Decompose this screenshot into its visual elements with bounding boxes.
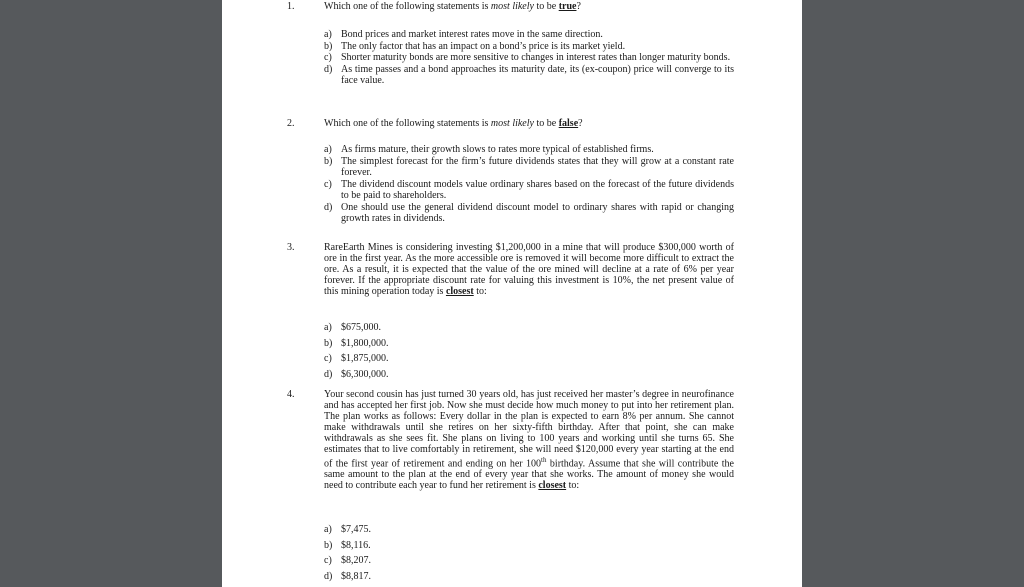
question-number: 3.: [287, 242, 295, 253]
option-b: b) $8,116.: [324, 539, 371, 551]
option-c: c) Shorter maturity bonds are more sensitive to changes in interest rates than longer maturity bonds.: [324, 52, 731, 63]
option-a: a) As firms mature, their growth slows to rates more typical of established firms.: [324, 144, 654, 155]
question-stem: Your second cousin has just turned 30 years old, has just received her master’s degree in neurofinance and has accepted her first job. Now she must decide how much money to put into her retirement plan. The plan works as follows: Every dollar in the plan is expected to earn 8% per annum. She cannot make withdrawals until she retires on her sixty-fifth birthday. After that point, she can make withdrawals as she sees fit. She plans on living to 100 years and working until she turns 65. She estimates that to live comfortably in retirement, she will need $120,000 every year starting at the end of the first year of retirement and ending on her 100th birthday. Assume that she will contribute the same amount to the plan at the end of every year that she works. The amount of money she would need to contribute each year to fund her retirement is closest to:: [324, 389, 734, 492]
option-c: c) $8,207.: [324, 555, 371, 566]
question-stem: Which one of the following statements is most likely to be false?: [324, 118, 583, 129]
option-d: d) As time passes and a bond approaches its maturity date, its (ex-coupon) price will converge to its face value.: [324, 63, 734, 86]
document-page: [222, 0, 802, 587]
answer-options: [324, 320, 734, 382]
option-d: d) $6,300,000.: [324, 368, 389, 380]
option-a: a) $7,475.: [324, 524, 371, 535]
option-d: d) One should use the general dividend discount model to ordinary shares with rapid or changing growth rates in dividends.: [324, 201, 734, 224]
answer-options: [324, 144, 734, 225]
option-d: d) $8,817.: [324, 570, 371, 582]
question-number: 1.: [287, 1, 295, 12]
question-number: 4.: [287, 389, 295, 400]
question-stem: Which one of the following statements is most likely to be true?: [324, 1, 581, 12]
option-a: a) Bond prices and market interest rates move in the same direction.: [324, 29, 603, 40]
question-stem: RareEarth Mines is considering investing $1,200,000 in a mine that will produce $300,000 worth of ore in the first year. As the more accessible ore is removed it will become more difficult to extract the ore. As a result, it is expected that the value of the ore mined will decline at a rate of 6% per year forever. If the appropriate discount rate for valuing this investment is 10%, the net present value of this mining operation today is closest to:: [324, 242, 734, 297]
option-c: c) $1,875,000.: [324, 353, 389, 364]
answer-options: [324, 29, 734, 87]
option-a: a) $675,000.: [324, 322, 381, 333]
option-b: b) $1,800,000.: [324, 337, 389, 349]
option-b: b) The simplest forecast for the firm’s future dividends states that they will grow at a constant rate forever.: [324, 155, 734, 178]
option-b: b) The only factor that has an impact on a bond’s price is its market yield.: [324, 40, 626, 52]
option-c: c) The dividend discount models value ordinary shares based on the forecast of the future dividends to be paid to shareholders.: [324, 178, 734, 201]
question-number: 2.: [287, 118, 295, 129]
answer-options: [324, 522, 734, 584]
